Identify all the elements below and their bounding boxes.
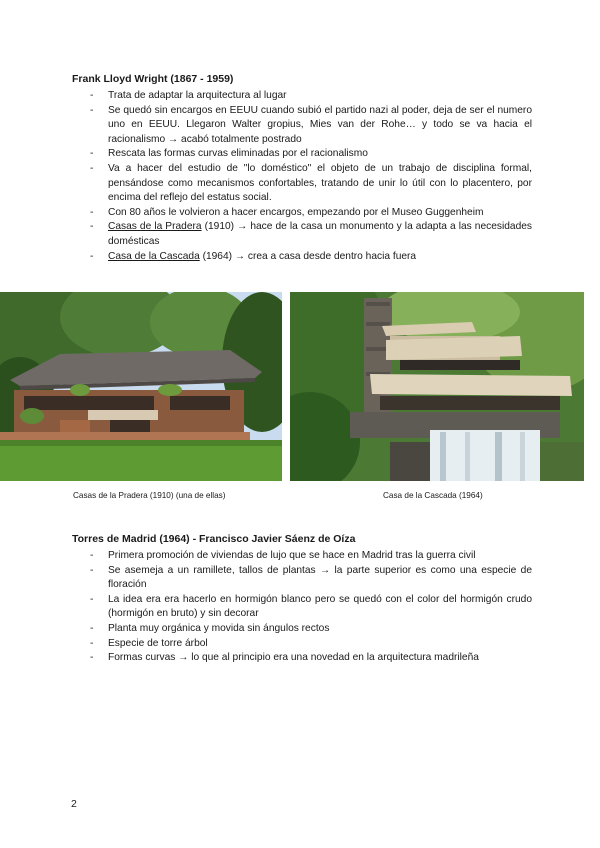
list-item: - Casas de la Pradera (1910) → hace de la casa un monumento y la adapta a las necesidades domésticas <box>72 220 532 249</box>
list-item: - Trata de adaptar la arquitectura al lugar <box>72 89 532 104</box>
list-item: - La idea era era hacerlo en hormigón blanco pero se quedó con el color del hormigón crudo (hormigón en bruto) y sin decorar <box>72 593 532 622</box>
list-item: - Se quedó sin encargos en EEUU cuando subió el partido nazi al poder, deja de ser el numero uno en EEUU. Llegaron Walter gropius, Mies van der Rohe… y todo se va hacia el racionalismo → acabó totalmente postrado <box>72 104 532 148</box>
page-number: 2 <box>71 798 77 810</box>
list-item: - Va a hacer del estudio de "lo doméstico" el objeto de un trabajo de disciplina formal, pensándose como mecanismos confortables, tratando de unir lo útil con lo placentero, por encima del reflejo del estatus social. <box>72 162 532 206</box>
list-item: - Primera promoción de viviendas de lujo que se hace en Madrid tras la guerra civil <box>72 549 532 564</box>
section-title: Frank Lloyd Wright (1867 - 1959) <box>72 73 234 85</box>
list-item: - Con 80 años le volvieron a hacer encargos, empezando por el Museo Guggenheim <box>72 206 532 221</box>
section-torres-de-madrid <box>72 532 532 666</box>
prairie-house-photo <box>0 292 282 481</box>
bullet-list <box>72 549 532 666</box>
figure-caption-right: Casa de la Cascada (1964) <box>383 491 483 500</box>
list-item: - Formas curvas → lo que al principio era una novedad en la arquitectura madrileña <box>72 651 532 666</box>
list-item: - Rescata las formas curvas eliminadas por el racionalismo <box>72 147 532 162</box>
section-frank-lloyd-wright <box>72 72 532 264</box>
bullet-list <box>72 89 532 264</box>
figure-caption-left: Casas de la Pradera (1910) (una de ellas) <box>73 491 226 500</box>
section-title: Torres de Madrid (1964) - Francisco Javier Sáenz de Oíza <box>72 533 356 545</box>
list-item: - Se asemeja a un ramillete, tallos de plantas → la parte superior es como una especie de floración <box>72 564 532 593</box>
underlined-term: Casa de la Cascada <box>108 250 200 262</box>
list-item: - Especie de torre árbol <box>72 637 532 652</box>
list-item: - Casa de la Cascada (1964) → crea a casa desde dentro hacia fuera <box>72 250 532 265</box>
underlined-term: Casas de la Pradera <box>108 221 202 233</box>
list-item: - Planta muy orgánica y movida sin ángulos rectos <box>72 622 532 637</box>
fallingwater-photo <box>290 292 584 481</box>
